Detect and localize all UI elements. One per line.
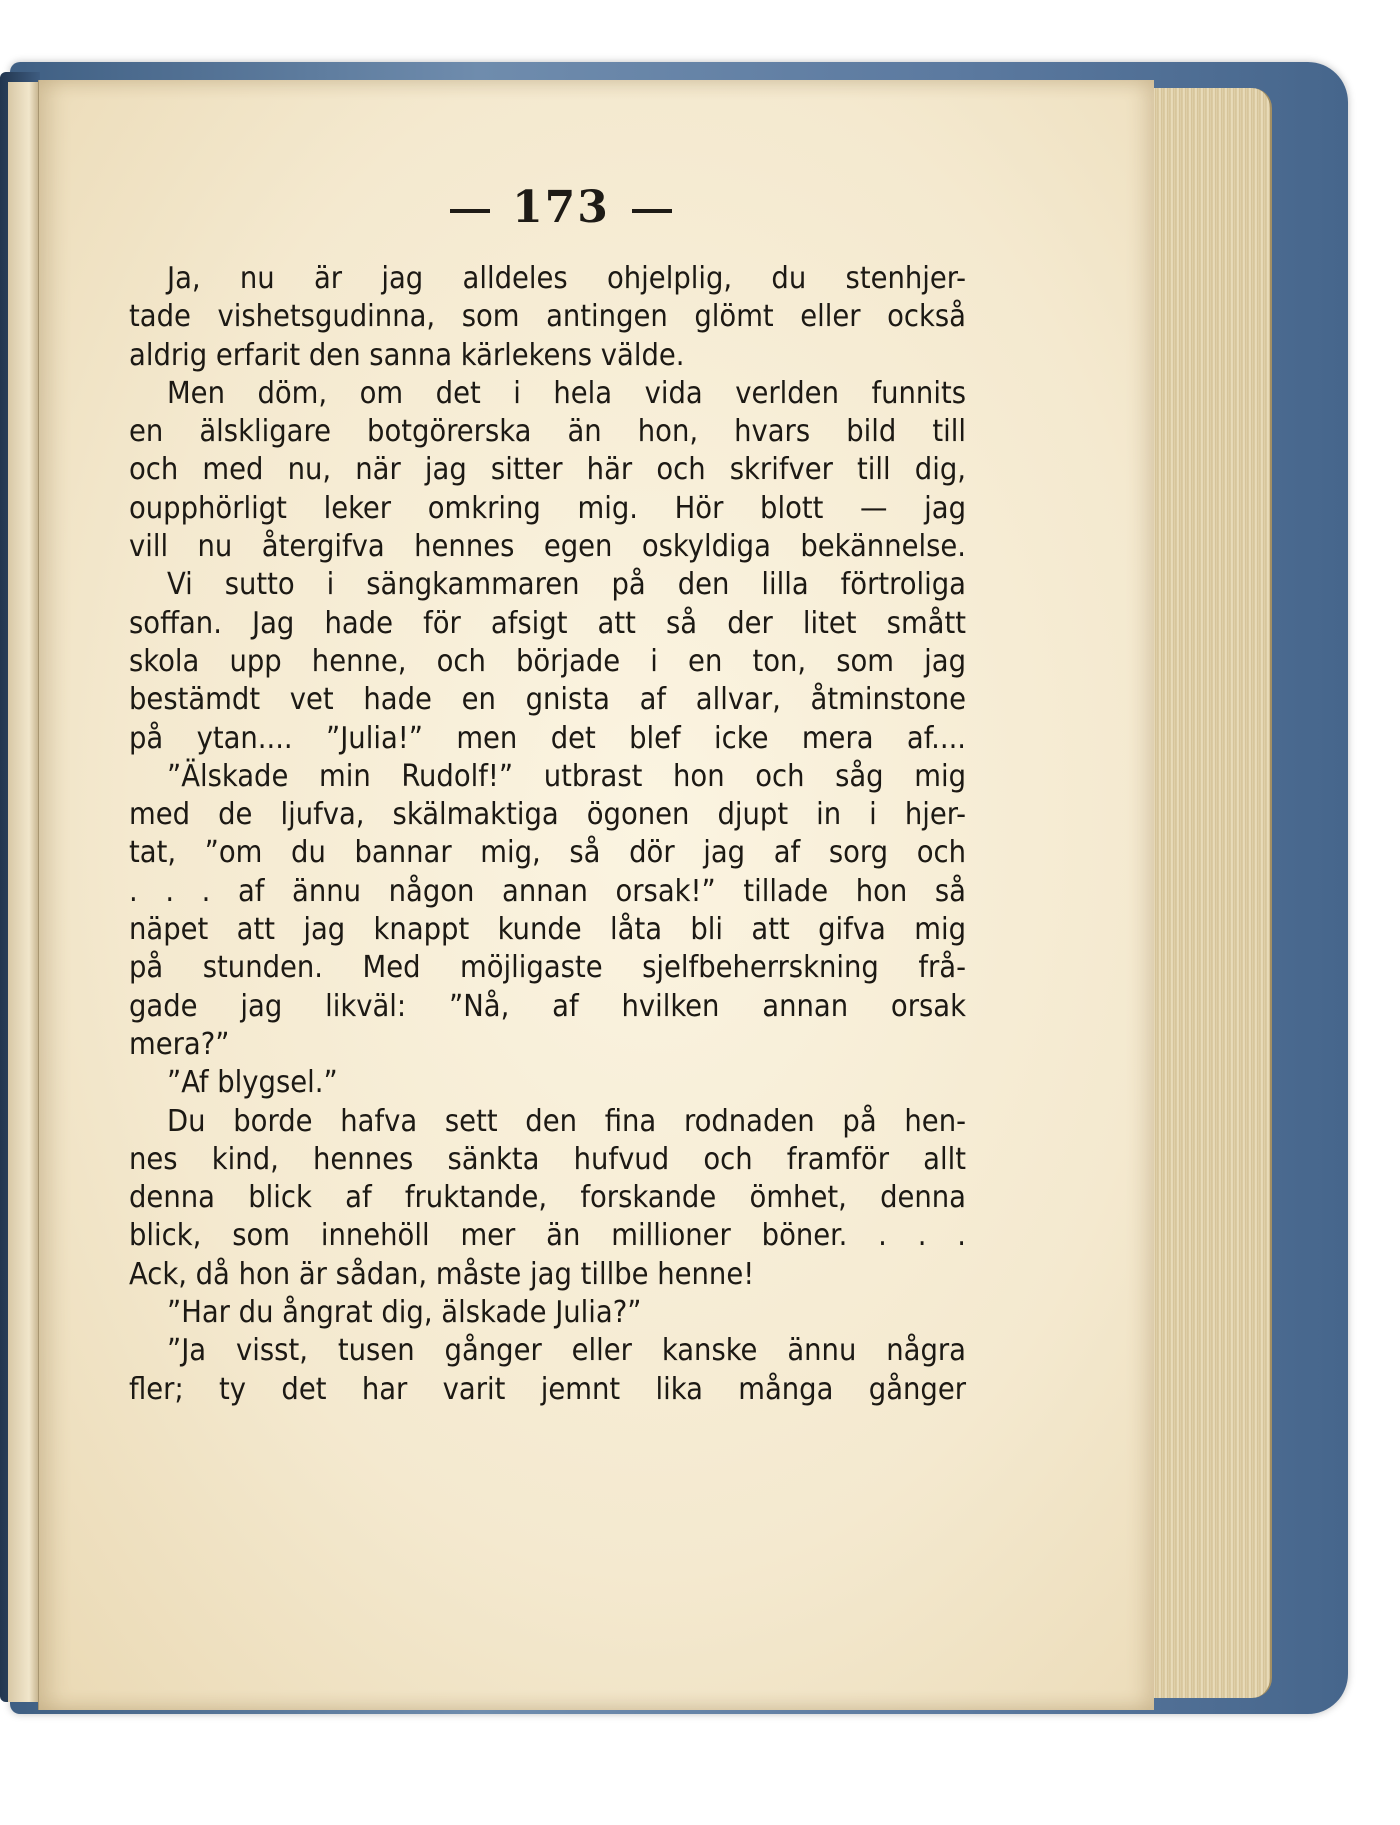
page-edges: [1150, 88, 1272, 1698]
text-line: fler; ty det har varit jemnt lika många gånger: [129, 1371, 966, 1407]
text-line: ”Af blygsel.”: [167, 1065, 338, 1101]
text-line: Ja, nu är jag alldeles ohjelplig, du stenhjer-: [167, 261, 966, 296]
header-dash-right: [632, 209, 672, 213]
body-text: [129, 260, 966, 1409]
text-line: mera?”: [129, 1026, 230, 1062]
text-line: näpet att jag knappt kunde låta bli att gifva mig: [129, 912, 966, 948]
text-line: Du borde hafva sett den fina rodnaden på hen-: [167, 1103, 966, 1139]
text-line: med de ljufva, skälmaktiga ögonen djupt in i hjer-: [129, 797, 966, 833]
text-line: på ytan.... ”Julia!” men det blef icke mera af....: [129, 720, 966, 756]
text-line: och med nu, när jag sitter här och skrifver till dig,: [129, 452, 966, 488]
text-line: oupphörligt leker omkring mig. Hör blott — jag: [129, 490, 966, 526]
text-line: vill nu återgifva hennes egen oskyldiga bekännelse.: [129, 529, 966, 565]
text-line: nes kind, hennes sänkta hufvud och framför allt: [129, 1141, 966, 1177]
text-line: en älskligare botgörerska än hon, hvars bild till: [129, 414, 966, 450]
text-line: gade jag likväl: ”Nå, af hvilken annan orsak: [129, 988, 966, 1024]
text-line: blick, som innehöll mer än millioner böner. . . .: [129, 1218, 966, 1254]
text-line: bestämdt vet hade en gnista af allvar, åtminstone: [129, 682, 966, 718]
text-line: tade vishetsgudinna, som antingen glömt eller också: [129, 299, 966, 335]
text-line: . . . af ännu någon annan orsak!” tillade hon så: [129, 873, 966, 909]
text-line: ”Ja visst, tusen gånger eller kanske ännu några: [167, 1333, 966, 1369]
page-number-header: [411, 182, 711, 233]
page-number: 173: [512, 182, 610, 233]
book-page: [38, 80, 1154, 1710]
text-line: på stunden. Med möjligaste sjelfbeherrskning frå-: [129, 950, 966, 986]
text-line: Ack, då hon är sådan, måste jag tillbe henne!: [129, 1256, 755, 1292]
text-line: skola upp henne, och började i en ton, som jag: [129, 643, 966, 679]
text-line: aldrig erfarit den sanna kärlekens välde.: [129, 337, 685, 373]
text-line: Vi sutto i sängkammaren på den lilla förtroliga: [167, 567, 966, 603]
text-line: tat, ”om du bannar mig, så dör jag af sorg och: [129, 835, 966, 871]
header-dash-left: [450, 209, 490, 213]
text-line: ”Har du ångrat dig, älskade Julia?”: [167, 1295, 642, 1331]
text-line: denna blick af fruktande, forskande ömhet, denna: [129, 1180, 966, 1216]
text-line: ”Älskade min Rudolf!” utbrast hon och såg mig: [167, 758, 966, 794]
text-line: Men döm, om det i hela vida verlden funnits: [167, 375, 966, 411]
facing-page-edge: [8, 82, 39, 1702]
text-line: soffan. Jag hade för afsigt att så der litet smått: [129, 605, 966, 641]
